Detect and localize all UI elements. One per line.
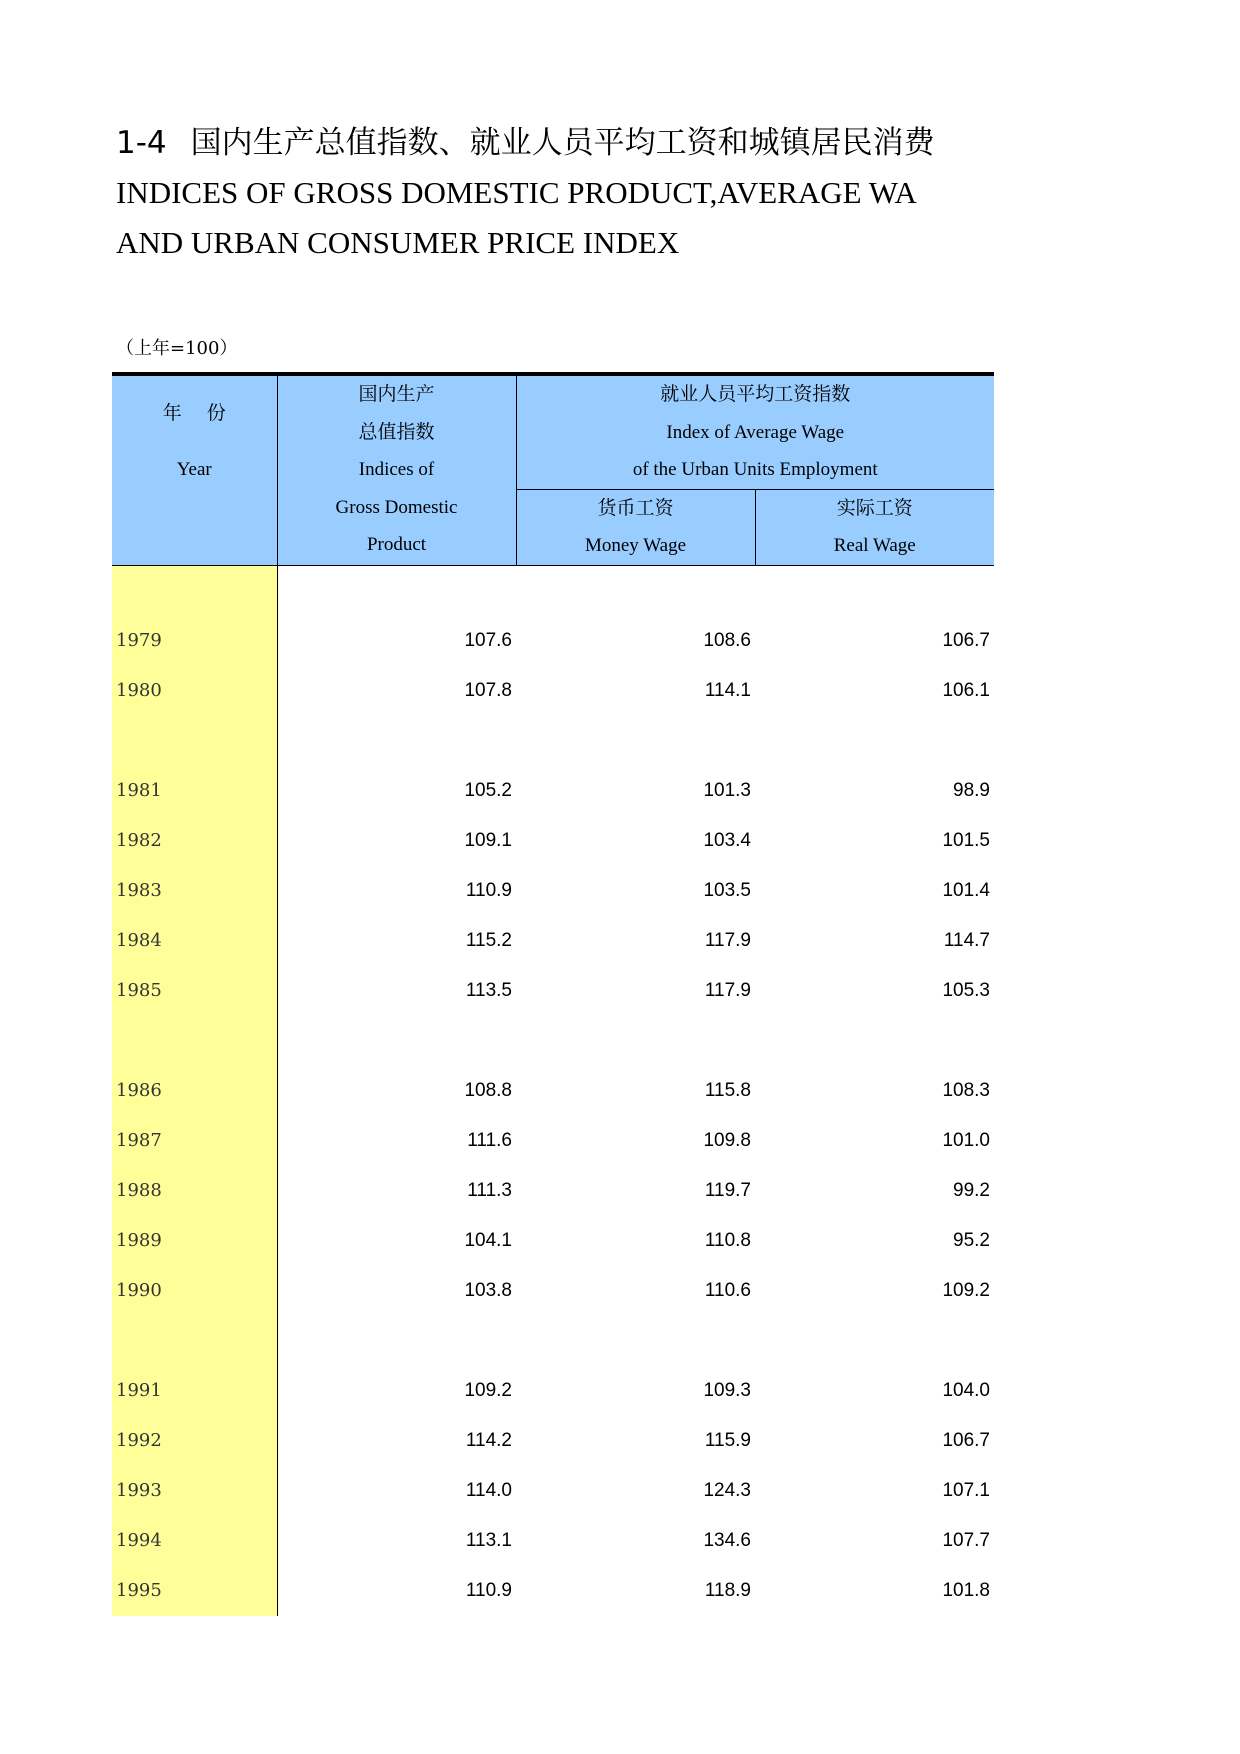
- real-wage-cell: 114.7: [943, 929, 990, 951]
- table-row: [112, 1366, 994, 1416]
- spacer-cell: [755, 565, 994, 616]
- real-wage-cell: 107.7: [942, 1529, 990, 1551]
- table-row: [112, 1266, 994, 1316]
- money-wage-cell: 117.9: [704, 979, 751, 1001]
- money-wage-cell: 119.7: [704, 1179, 751, 1201]
- header-gdp-en1: Indices of: [358, 459, 435, 480]
- real-wage-cell: 109.2: [942, 1279, 990, 1301]
- data-table-container: [112, 372, 994, 1616]
- real-wage-cell: 106.1: [942, 679, 990, 701]
- spacer-row: [112, 716, 994, 766]
- money-wage-cell: 103.4: [703, 829, 751, 851]
- table-row: [112, 1116, 994, 1166]
- unit-note: （上年=100）: [116, 338, 238, 359]
- real-wage-cell: 101.5: [942, 829, 990, 851]
- year-cell: 1990: [112, 1266, 277, 1316]
- money-wage-cell: 117.9: [704, 929, 751, 951]
- table-row: [112, 966, 994, 1016]
- year-cell: 1984: [112, 916, 277, 966]
- spacer-cell: [516, 1016, 755, 1066]
- table-row: [112, 1566, 994, 1616]
- real-wage-cell: 101.8: [942, 1579, 990, 1601]
- money-wage-cell: 118.9: [704, 1579, 751, 1601]
- spacer-cell: [755, 1316, 994, 1366]
- header-real-cn: 实际工资: [836, 496, 913, 519]
- spacer-cell: [516, 716, 755, 766]
- header-year-en: Year: [176, 459, 212, 480]
- real-wage-cell: 101.0: [942, 1129, 990, 1151]
- money-wage-cell: 114.1: [704, 679, 751, 701]
- gdp-index-cell: 109.1: [464, 829, 512, 851]
- money-wage-cell: 109.8: [703, 1129, 751, 1151]
- spacer-cell: [516, 1316, 755, 1366]
- gdp-index-cell: 109.2: [464, 1379, 512, 1401]
- header-wage-cn: 就业人员平均工资指数: [660, 383, 851, 405]
- year-cell: 1980: [112, 666, 277, 716]
- table-header: [112, 374, 994, 565]
- real-wage-cell: 98.9: [953, 779, 990, 801]
- spacer-row: [112, 1016, 994, 1066]
- gdp-index-cell: 110.9: [465, 879, 512, 901]
- table-title: [116, 118, 996, 268]
- table-row: [112, 1516, 994, 1566]
- money-wage-cell: 103.5: [703, 879, 751, 901]
- gdp-index-cell: 105.2: [464, 779, 512, 801]
- real-wage-cell: 95.2: [953, 1229, 990, 1251]
- header-real-en: Real Wage: [833, 535, 916, 556]
- table-row: [112, 666, 994, 716]
- table-row: [112, 1416, 994, 1466]
- money-wage-cell: 134.6: [703, 1529, 751, 1551]
- gdp-index-cell: 115.2: [465, 929, 512, 951]
- header-year-cn: 年 份: [162, 402, 226, 424]
- header-wage-en2: of the Urban Units Employment: [632, 459, 878, 480]
- money-wage-cell: 101.3: [703, 779, 751, 801]
- table-row: [112, 866, 994, 916]
- gdp-index-cell: 113.1: [465, 1529, 512, 1551]
- table-row: [112, 1166, 994, 1216]
- header-money-cn: 货币工资: [597, 496, 674, 519]
- money-wage-cell: 110.6: [704, 1279, 751, 1301]
- year-cell: 1986: [112, 1066, 277, 1116]
- money-wage-cell: 109.3: [703, 1379, 751, 1401]
- header-money-wage: [516, 489, 755, 565]
- real-wage-cell: 99.2: [953, 1179, 990, 1201]
- money-wage-cell: 110.8: [704, 1229, 751, 1251]
- real-wage-cell: 106.7: [942, 1429, 990, 1451]
- real-wage-cell: 107.1: [942, 1479, 990, 1501]
- year-cell: 1989: [112, 1216, 277, 1266]
- title-chinese-text: 国内生产总值指数、就业人员平均工资和城镇居民消费: [190, 125, 935, 161]
- year-cell: 1983: [112, 866, 277, 916]
- table-row: [112, 816, 994, 866]
- money-wage-cell: 115.8: [704, 1079, 751, 1101]
- spacer-cell: [755, 1016, 994, 1066]
- real-wage-cell: 101.4: [942, 879, 990, 901]
- gdp-index-cell: 114.0: [465, 1479, 512, 1501]
- real-wage-cell: 108.3: [942, 1079, 990, 1101]
- table-row: [112, 1466, 994, 1516]
- year-cell: 1987: [112, 1116, 277, 1166]
- data-table: [112, 372, 994, 1616]
- header-wage-index: [516, 376, 994, 489]
- year-cell: 1993: [112, 1466, 277, 1516]
- spacer-cell: [277, 716, 516, 766]
- spacer-year-cell: [112, 565, 277, 616]
- table-number: 1-4: [116, 125, 167, 161]
- spacer-year-cell: [112, 1016, 277, 1066]
- title-chinese: [116, 118, 996, 168]
- gdp-index-cell: 113.5: [465, 979, 512, 1001]
- gdp-index-cell: 103.8: [464, 1279, 512, 1301]
- table-row: [112, 1066, 994, 1116]
- spacer-cell: [516, 565, 755, 616]
- gdp-index-cell: 110.9: [465, 1579, 512, 1601]
- gdp-index-cell: 107.6: [464, 629, 512, 651]
- year-cell: 1991: [112, 1366, 277, 1416]
- real-wage-cell: 104.0: [942, 1379, 990, 1401]
- gdp-index-cell: 107.8: [464, 679, 512, 701]
- year-cell: 1985: [112, 966, 277, 1016]
- title-english-line2: AND URBAN CONSUMER PRICE INDEX: [116, 225, 680, 260]
- money-wage-cell: 108.6: [703, 629, 751, 651]
- year-cell: 1981: [112, 766, 277, 816]
- real-wage-cell: 106.7: [942, 629, 990, 651]
- year-cell: 1982: [112, 816, 277, 866]
- money-wage-cell: 115.9: [704, 1429, 751, 1451]
- spacer-year-cell: [112, 1316, 277, 1366]
- header-gdp-en3: Product: [366, 534, 427, 555]
- header-real-wage: [755, 489, 994, 565]
- header-year-spacer: [112, 489, 277, 527]
- year-cell: 1979: [112, 616, 277, 666]
- table-row: [112, 616, 994, 666]
- money-wage-cell: 124.3: [703, 1479, 751, 1501]
- header-gdp-cn2: 总值指数: [358, 420, 435, 443]
- spacer-row: [112, 1316, 994, 1366]
- title-english-line1: INDICES OF GROSS DOMESTIC PRODUCT,AVERAGE WA: [116, 175, 917, 210]
- header-gdp-en2: Gross Domestic: [335, 496, 458, 518]
- gdp-index-cell: 108.8: [464, 1079, 512, 1101]
- spacer-year-cell: [112, 716, 277, 766]
- year-cell: 1988: [112, 1166, 277, 1216]
- gdp-index-cell: 111.6: [467, 1129, 512, 1151]
- table-row: [112, 916, 994, 966]
- year-cell: 1994: [112, 1516, 277, 1566]
- year-cell: 1992: [112, 1416, 277, 1466]
- gdp-index-cell: 104.1: [464, 1229, 512, 1251]
- spacer-cell: [277, 565, 516, 616]
- table-row: [112, 766, 994, 816]
- header-wage-en1: Index of Average Wage: [666, 421, 845, 443]
- header-gdp: [277, 376, 516, 565]
- real-wage-cell: 105.3: [942, 979, 990, 1001]
- spacer-cell: [755, 716, 994, 766]
- header-money-en: Money Wage: [584, 535, 686, 556]
- gdp-index-cell: 114.2: [465, 1429, 512, 1451]
- header-gdp-cn1: 国内生产: [358, 383, 435, 405]
- spacer-cell: [277, 1316, 516, 1366]
- year-cell: 1995: [112, 1566, 277, 1616]
- spacer-cell: [277, 1016, 516, 1066]
- table-body: [112, 565, 994, 1616]
- spacer-row: [112, 565, 994, 616]
- table-row: [112, 1216, 994, 1266]
- gdp-index-cell: 111.3: [467, 1179, 512, 1201]
- header-year: [112, 376, 277, 565]
